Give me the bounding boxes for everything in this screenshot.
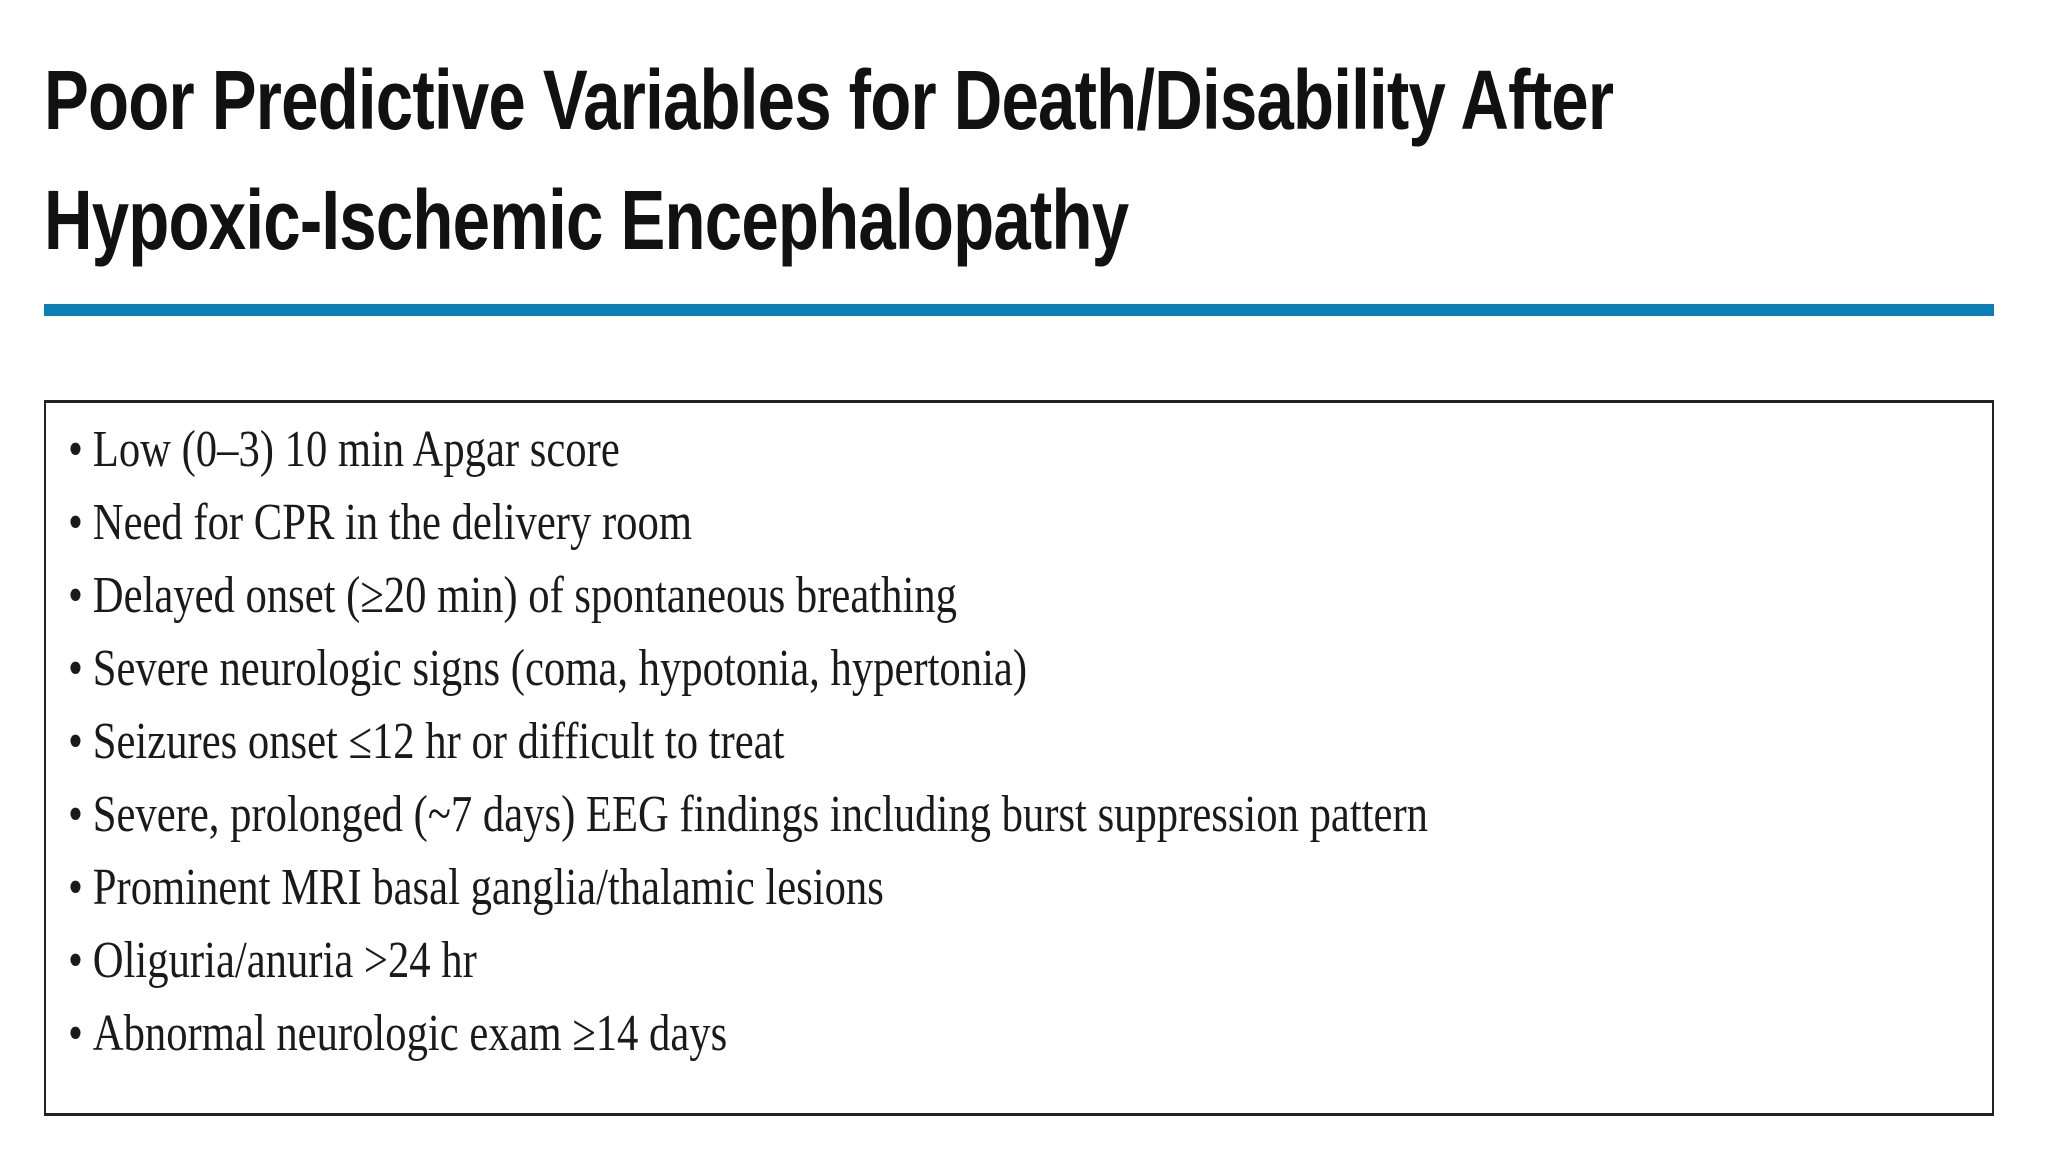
title-line-1: Poor Predictive Variables for Death/Disability After — [44, 53, 1614, 147]
list-item-text: Low (0–3) 10 min Apgar score — [92, 421, 620, 478]
predictor-list — [68, 413, 1868, 1070]
list-item — [68, 851, 1544, 924]
predictor-box — [44, 400, 1994, 1116]
bullet-icon: • — [68, 640, 83, 697]
list-item-text: Abnormal neurologic exam ≥14 days — [92, 1005, 728, 1062]
list-item-text: Need for CPR in the delivery room — [92, 494, 692, 551]
bullet-icon: • — [68, 859, 83, 916]
list-item — [68, 632, 1544, 705]
list-item — [68, 559, 1544, 632]
list-item — [68, 413, 1544, 486]
list-item — [68, 997, 1544, 1070]
page-title — [44, 40, 1614, 280]
list-item-text: Severe, prolonged (~7 days) EEG findings including burst suppression pattern — [92, 786, 1428, 843]
list-item-text: Oliguria/anuria >24 hr — [92, 932, 477, 989]
list-item — [68, 486, 1544, 559]
title-divider — [44, 304, 1994, 316]
bullet-icon: • — [68, 421, 83, 478]
list-item — [68, 705, 1544, 778]
title-line-2: Hypoxic-Ischemic Encephalopathy — [44, 173, 1129, 267]
list-item-text: Seizures onset ≤12 hr or difficult to treat — [92, 713, 785, 770]
list-item-text: Severe neurologic signs (coma, hypotonia, hypertonia) — [92, 640, 1028, 697]
bullet-icon: • — [68, 786, 83, 843]
bullet-icon: • — [68, 494, 83, 551]
bullet-icon: • — [68, 713, 83, 770]
bullet-icon: • — [68, 567, 83, 624]
bullet-icon: • — [68, 932, 83, 989]
list-item-text: Delayed onset (≥20 min) of spontaneous breathing — [92, 567, 957, 624]
list-item — [68, 924, 1544, 997]
list-item — [68, 778, 1544, 851]
list-item-text: Prominent MRI basal ganglia/thalamic lesions — [92, 859, 884, 916]
bullet-icon: • — [68, 1005, 83, 1062]
